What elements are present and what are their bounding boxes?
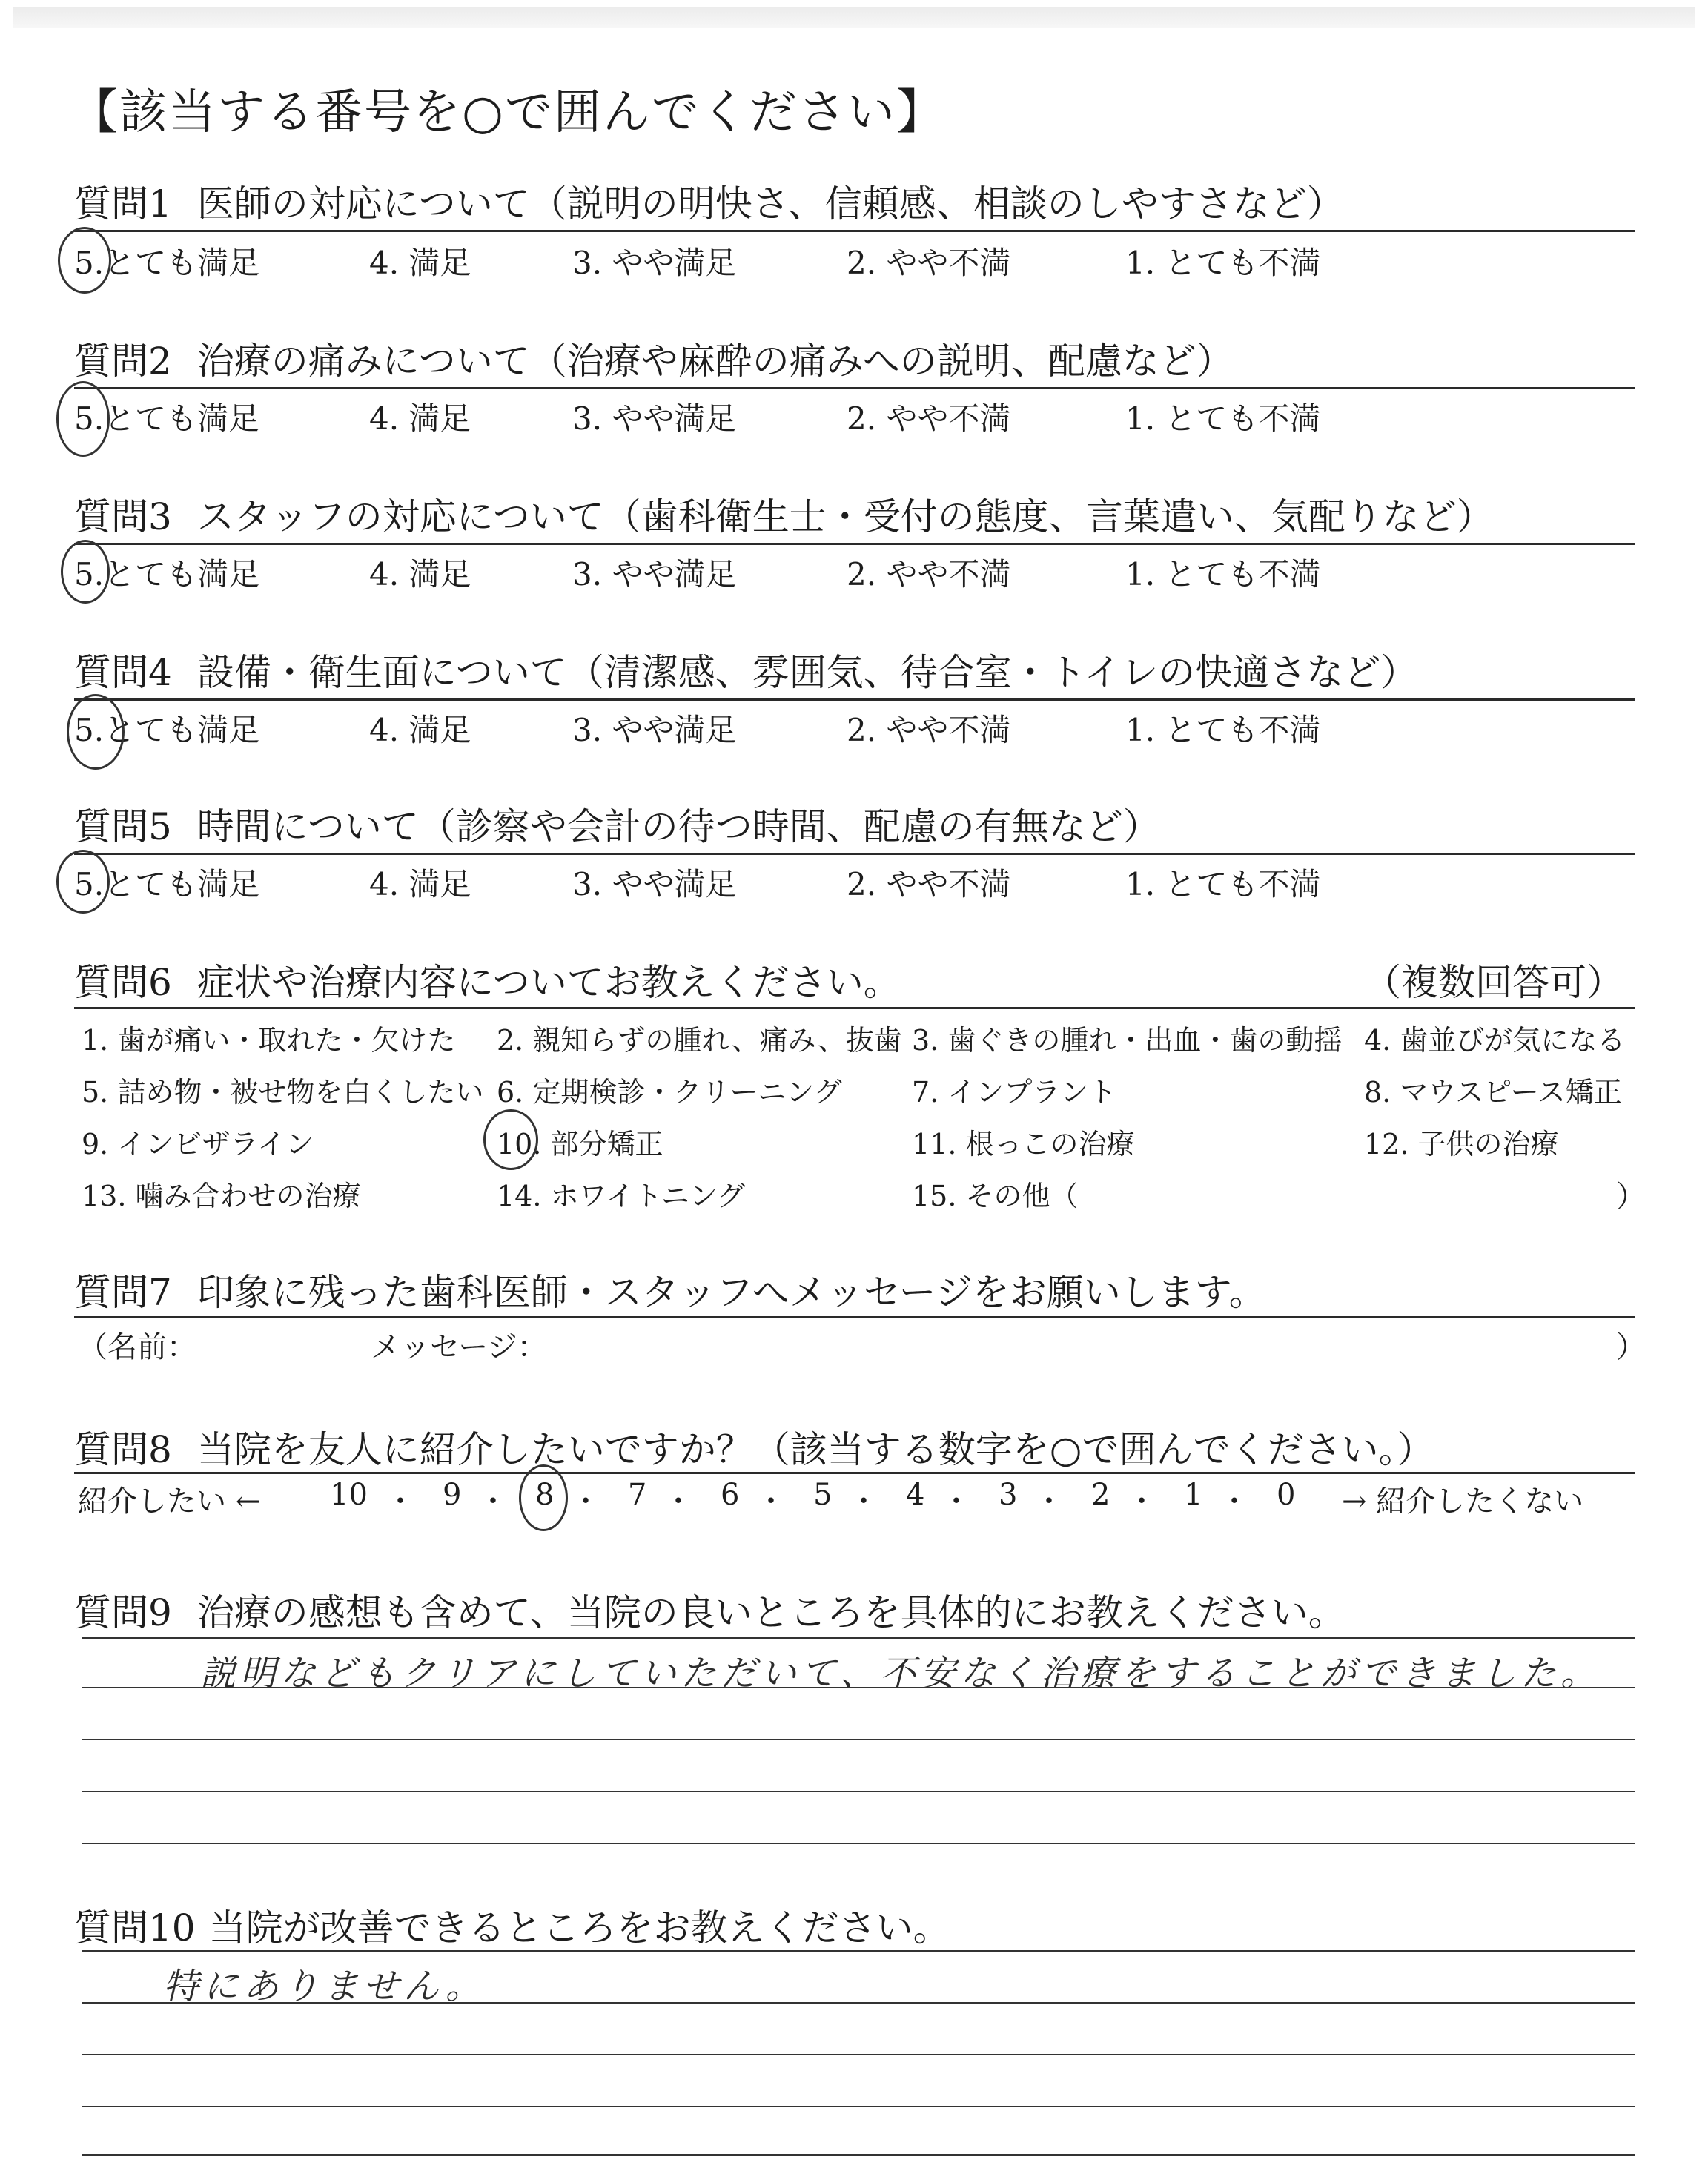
form-header: 【該当する番号を○で囲んでください】 bbox=[70, 85, 945, 140]
question-7-title bbox=[74, 1263, 1266, 1316]
question-1-options bbox=[74, 239, 1631, 283]
choice-item[interactable]: 14. ホワイトニング bbox=[497, 1180, 746, 1212]
handwritten-answer: 特にありません。 bbox=[163, 1966, 486, 2007]
question-number: 質問9 bbox=[74, 1591, 172, 1634]
scale-dot: ・ bbox=[478, 1484, 508, 1519]
question-text: 治療の感想も含めて、当院の良いところを具体的にお教えください。 bbox=[196, 1591, 1345, 1634]
scale-value-6[interactable]: 6 bbox=[721, 1478, 740, 1512]
option-5[interactable]: 5.とても満足 bbox=[74, 245, 260, 281]
scale-value-3[interactable]: 3 bbox=[999, 1478, 1018, 1512]
option-1[interactable]: 1. とても不満 bbox=[1125, 556, 1321, 592]
question-3-options bbox=[74, 550, 1631, 595]
question-number: 質問2 bbox=[74, 340, 172, 383]
option-5[interactable]: 5.とても満足 bbox=[74, 712, 260, 748]
question-number: 質問4 bbox=[74, 651, 172, 694]
option-3[interactable]: 3. やや満足 bbox=[572, 556, 737, 592]
selection-circle bbox=[67, 694, 125, 770]
option-1[interactable]: 1. とても不満 bbox=[1125, 866, 1321, 902]
question-number: 質問6 bbox=[74, 961, 172, 1004]
question-2-rule bbox=[74, 387, 1635, 389]
question-3-rule bbox=[74, 543, 1635, 545]
scale-value-4[interactable]: 4 bbox=[906, 1478, 925, 1512]
choice-item[interactable]: 7. インプラント bbox=[912, 1076, 1117, 1109]
question-3-title bbox=[74, 487, 1494, 541]
question-text: 時間について（診察や会計の待つ時間、配慮の有無など） bbox=[196, 805, 1160, 848]
question-text: 印象に残った歯科医師・スタッフへメッセージをお願いします。 bbox=[196, 1271, 1266, 1314]
option-1[interactable]: 1. とても不満 bbox=[1125, 245, 1321, 281]
answer-line bbox=[82, 2106, 1635, 2107]
message-label: メッセージ： bbox=[371, 1330, 547, 1364]
option-3[interactable]: 3. やや満足 bbox=[572, 712, 737, 748]
choice-item[interactable]: 12. 子供の治療 bbox=[1364, 1128, 1559, 1160]
question-number: 質問3 bbox=[74, 495, 172, 538]
choice-item[interactable]: 6. 定期検診・クリーニング bbox=[497, 1076, 842, 1109]
scale-dot: ・ bbox=[571, 1484, 600, 1519]
choice-item[interactable]: 13. 噛み合わせの治療 bbox=[82, 1180, 361, 1212]
question-text: 症状や治療内容についてお教えください。 bbox=[196, 961, 901, 1004]
question-10-title bbox=[74, 1898, 950, 1952]
choice-item[interactable]: 10. 部分矯正 bbox=[497, 1128, 663, 1160]
scale-dot: ・ bbox=[1127, 1484, 1156, 1519]
scale-dot: ・ bbox=[1034, 1484, 1064, 1519]
option-5[interactable]: 5.とても満足 bbox=[74, 866, 260, 902]
scale-right-label: → 紹介したくない bbox=[1342, 1484, 1584, 1519]
answer-line bbox=[82, 1739, 1635, 1740]
scale-value-10[interactable]: 10 bbox=[330, 1478, 368, 1512]
scale-dot: ・ bbox=[1219, 1484, 1249, 1519]
message-close-paren: ） bbox=[1616, 1330, 1646, 1364]
question-5-title bbox=[74, 797, 1160, 851]
scale-value-2[interactable]: 2 bbox=[1091, 1478, 1110, 1512]
scale-value-7[interactable]: 7 bbox=[628, 1478, 647, 1512]
question-6-checklist bbox=[82, 1017, 1646, 1240]
question-6-rule bbox=[74, 1007, 1635, 1009]
selection-circle bbox=[56, 381, 110, 457]
option-2[interactable]: 2. やや不満 bbox=[847, 866, 1011, 902]
scale-value-1[interactable]: 1 bbox=[1184, 1478, 1203, 1512]
option-5[interactable]: 5.とても満足 bbox=[74, 556, 260, 592]
option-2[interactable]: 2. やや不満 bbox=[847, 400, 1011, 437]
answer-line bbox=[82, 1687, 1635, 1688]
scale-dot: ・ bbox=[756, 1484, 786, 1519]
choice-item[interactable]: 3. 歯ぐきの腫れ・出血・歯の動揺 bbox=[912, 1024, 1343, 1057]
option-5[interactable]: 5.とても満足 bbox=[74, 400, 260, 437]
choice-item[interactable]: 2. 親知らずの腫れ、痛み、抜歯 bbox=[497, 1024, 902, 1057]
answer-line bbox=[82, 2154, 1635, 2156]
scale-value-8[interactable]: 8 bbox=[535, 1478, 555, 1512]
option-4[interactable]: 4. 満足 bbox=[369, 866, 471, 902]
scale-dot: ・ bbox=[385, 1484, 415, 1519]
scale-dot: ・ bbox=[941, 1484, 971, 1519]
option-3[interactable]: 3. やや満足 bbox=[572, 400, 737, 437]
option-4[interactable]: 4. 満足 bbox=[369, 400, 471, 437]
question-8-rule bbox=[74, 1472, 1635, 1474]
question-2-options bbox=[74, 394, 1631, 439]
question-2-title bbox=[74, 331, 1234, 385]
scale-value-0[interactable]: 0 bbox=[1277, 1478, 1296, 1512]
selection-circle bbox=[483, 1109, 538, 1170]
choice-item[interactable]: 8. マウスピース矯正 bbox=[1364, 1076, 1622, 1109]
answer-line bbox=[82, 2002, 1635, 2004]
handwritten-answer: 説明などもクリアにしていただいて、不安なく治療をすることができました。 bbox=[200, 1653, 1601, 1694]
scale-value-5[interactable]: 5 bbox=[813, 1478, 833, 1512]
scale-value-9[interactable]: 9 bbox=[443, 1478, 462, 1512]
question-4-title bbox=[74, 643, 1417, 696]
option-1[interactable]: 1. とても不満 bbox=[1125, 400, 1321, 437]
question-9-title bbox=[74, 1583, 1345, 1636]
question-text: 設備・衛生面について（清潔感、雰囲気、待合室・トイレの快適さなど） bbox=[196, 651, 1418, 694]
question-number: 質問7 bbox=[74, 1271, 172, 1314]
answer-line bbox=[82, 1637, 1635, 1639]
recommend-scale bbox=[74, 1478, 1638, 1522]
option-2[interactable]: 2. やや不満 bbox=[847, 556, 1011, 592]
option-4[interactable]: 4. 満足 bbox=[369, 245, 471, 281]
scale-dot: ・ bbox=[849, 1484, 878, 1519]
choice-item[interactable]: 5. 詰め物・被せ物を白くしたい bbox=[82, 1076, 484, 1109]
choice-item[interactable]: 11. 根っこの治療 bbox=[912, 1128, 1135, 1160]
option-1[interactable]: 1. とても不満 bbox=[1125, 712, 1321, 748]
selection-circle bbox=[61, 540, 110, 604]
question-text: 当院が改善できるところをお教えください。 bbox=[208, 1906, 950, 1949]
question-number: 質問10 bbox=[74, 1906, 196, 1949]
question-number: 質問8 bbox=[74, 1428, 172, 1471]
scale-dot: ・ bbox=[663, 1484, 693, 1519]
question-text: 医師の対応について（説明の明快さ、信頼感、相談のしやすさなど） bbox=[196, 182, 1344, 225]
answer-line bbox=[82, 1791, 1635, 1792]
scale-left-label: 紹介したい ← bbox=[78, 1484, 261, 1519]
option-3[interactable]: 3. やや満足 bbox=[572, 866, 737, 902]
option-2[interactable]: 2. やや不満 bbox=[847, 245, 1011, 281]
question-4-options bbox=[74, 706, 1631, 750]
question-text: スタッフの対応について（歯科衛生士・受付の態度、言葉遣い、気配りなど） bbox=[196, 495, 1494, 538]
choice-item[interactable]: 4. 歯並びが気になる bbox=[1364, 1024, 1626, 1057]
selection-circle bbox=[56, 850, 110, 914]
answer-line bbox=[82, 1843, 1635, 1844]
other-close-paren: ） bbox=[1616, 1180, 1646, 1214]
name-label: （名前： bbox=[78, 1330, 196, 1364]
question-text: 治療の痛みについて（治療や麻酔の痛みへの説明、配慮など） bbox=[196, 340, 1234, 383]
selection-circle bbox=[58, 227, 111, 294]
choice-item[interactable]: 15. その他（ bbox=[912, 1180, 1079, 1212]
answer-line bbox=[82, 1950, 1635, 1952]
question-7-rule bbox=[74, 1316, 1635, 1318]
choice-item[interactable]: 9. インビザライン bbox=[82, 1128, 314, 1160]
question-text: 当院を友人に紹介したいですか？（該当する数字を○で囲んでください。） bbox=[196, 1428, 1434, 1471]
question-number: 質問1 bbox=[74, 182, 172, 225]
question-5-rule bbox=[74, 853, 1635, 855]
selection-circle bbox=[519, 1464, 568, 1531]
question-1-title bbox=[74, 174, 1344, 228]
question-5-options bbox=[74, 860, 1631, 905]
option-4[interactable]: 4. 満足 bbox=[369, 556, 471, 592]
option-3[interactable]: 3. やや満足 bbox=[572, 245, 737, 281]
question-4-rule bbox=[74, 698, 1635, 701]
question-8-title bbox=[74, 1420, 1434, 1473]
question-6-title bbox=[74, 953, 901, 1006]
option-2[interactable]: 2. やや不満 bbox=[847, 712, 1011, 748]
multiple-answer-note: （複数回答可） bbox=[1364, 961, 1623, 1004]
question-1-rule bbox=[74, 230, 1635, 232]
answer-line bbox=[82, 2054, 1635, 2055]
choice-item[interactable]: 1. 歯が痛い・取れた・欠けた bbox=[82, 1024, 456, 1057]
question-number: 質問5 bbox=[74, 805, 172, 848]
option-4[interactable]: 4. 満足 bbox=[369, 712, 471, 748]
